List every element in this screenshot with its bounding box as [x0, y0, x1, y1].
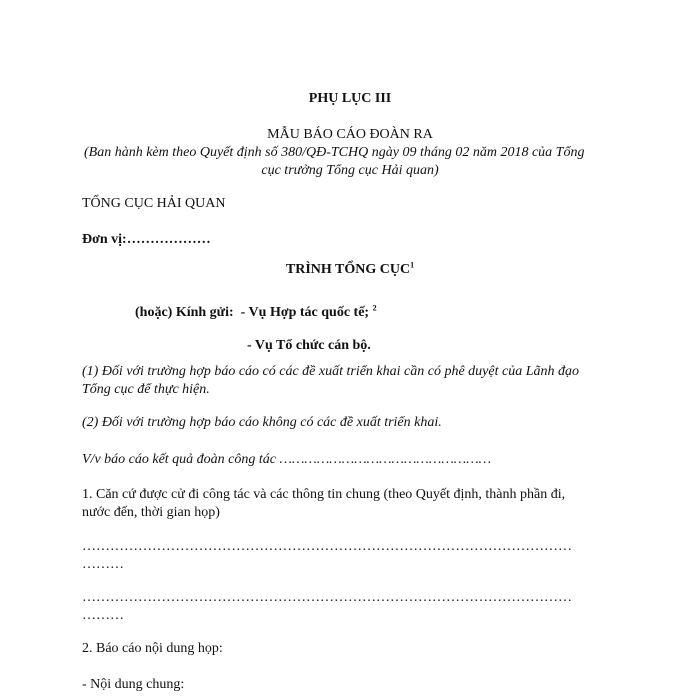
issued-note-line-2: cục trưởng Tổng cục Hải quan) [261, 163, 439, 178]
unit-field: Đơn vị:……………… [82, 232, 211, 247]
item-2: 2. Báo cáo nội dung họp: [82, 641, 223, 656]
footnote-1-line-1: (1) Đối với trường hợp báo cáo có các đề xuất triển khai cần có phê duyệt của Lãnh đạo [82, 364, 579, 379]
submit-title [0, 261, 700, 279]
item-1-line-2: nước đến, thời gian họp) [82, 505, 220, 520]
dotted-line-2: …………………………………………………………………………………………… [82, 590, 572, 605]
form-title: MẪU BÁO CÁO ĐOÀN RA [267, 127, 433, 142]
footnote-ref-2: 2 [372, 303, 377, 313]
addressee-organization: - Vụ Tổ chức cán bộ. [247, 338, 371, 353]
issued-note-line-1: (Ban hành kèm theo Quyết định số 380/QĐ-TCHQ ngày 09 tháng 02 năm 2018 của Tổng [84, 145, 585, 160]
dotted-line-1: …………………………………………………………………………………………… [82, 539, 572, 554]
subject-line: V/v báo cáo kết quả đoàn công tác …………………………………………… [82, 452, 492, 467]
footnote-ref-1: 1 [410, 260, 415, 270]
dotted-line-1-continued: ……… [82, 557, 124, 572]
addressee-prefix: (hoặc) Kính gửi: [135, 305, 234, 320]
item-1-line-1: 1. Căn cứ được cử đi công tác và các thông tin chung (theo Quyết định, thành phần đi, [82, 487, 566, 502]
submit-title-text: TRÌNH TỔNG CỤC [285, 262, 411, 277]
footnote-1-line-2: Tổng cục để thực hiện. [82, 382, 210, 397]
addressee-line-1 [135, 304, 377, 322]
footnote-2: (2) Đối với trường hợp báo cáo không có các đề xuất triển khai. [82, 415, 442, 430]
appendix-title: PHỤ LỤC III [308, 91, 392, 106]
addressee-international-cooperation: - Vụ Hợp tác quốc tế; [240, 305, 370, 320]
item-2-general-content: - Nội dung chung: [82, 677, 185, 692]
dotted-line-2-continued: ……… [82, 608, 124, 623]
agency-name: TỔNG CỤC HẢI QUAN [82, 196, 226, 211]
